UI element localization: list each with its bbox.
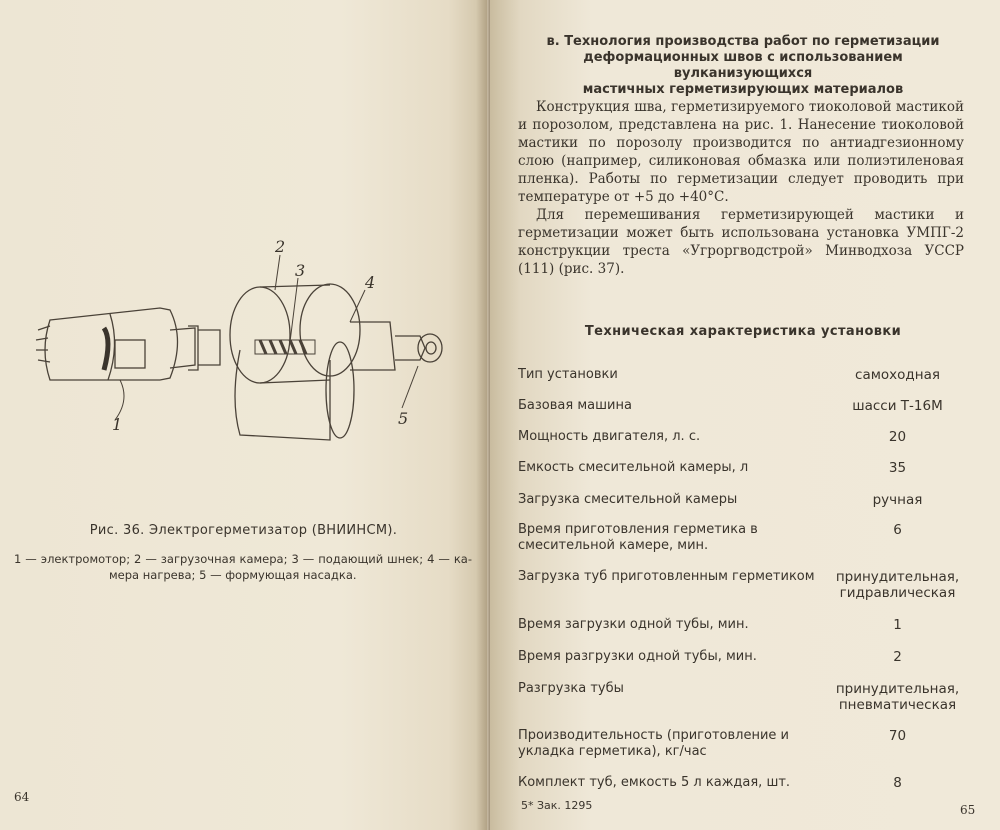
spec-value: принудительная, гидравлическая [835,569,960,601]
print-order-note: 5* Зак. 1295 [521,799,593,812]
spec-value: 8 [893,775,902,791]
spec-value: 6 [893,522,902,538]
figure-label-5: 5 [398,409,409,428]
spec-label: Тип установки [518,367,618,382]
spec-label: Комплект туб, емкость 5 л каждая, шт. [518,775,791,790]
spec-label: Время разгрузки одной тубы, мин. [518,649,757,664]
figure-label-1: 1 [112,415,123,434]
section-heading [518,34,968,98]
paragraph-1: Конструкция шва, герметизируемого тиоколовой мастикой и порозолом, представлена на рис. 1. Нанесение тиоколовой мастики по порозолу производится по антиадгезионному слою (например, силиконовая обмазка или полиэтиленовая пленка). Работы по герметизации следует проводить при температуре от +5 до +40°С. [518,99,964,205]
spec-label: Разгрузка тубы [518,681,624,696]
spec-label: Загрузка туб приготовленным герметиком [518,569,815,584]
figure-legend [14,551,472,583]
figure-label-4: 4 [365,273,376,292]
spec-value: шасси Т-16М [852,398,943,414]
spec-value: ручная [872,492,923,508]
spec-label: Время приготовления герметика в смесительной камере, мин. [518,522,758,553]
left-page [0,0,487,830]
spec-value: 35 [888,460,907,476]
spec-label: Производительность (приготовление и укладка герметика), кг/час [518,728,789,759]
section-heading-line-1: в. Технология производства работ по герметизации [546,34,940,49]
section-heading-line-2: деформационных швов с использованием вулканизующихся [583,50,903,81]
paragraph-2: Для перемешивания герметизирующей мастики и герметизации может быть использована установка УМПГ-2 конструкции треста «Угроргводстрой» Минводхоза УССР (111) (рис. 37). [518,207,964,277]
figure-label-2: 2 [275,237,286,256]
spec-label: Время загрузки одной тубы, мин. [518,617,749,632]
spec-value: самоходная [855,367,940,383]
spec-label: Базовая машина [518,398,632,413]
spec-value: 1 [893,617,902,633]
spec-value: принудительная, пневматическая [835,681,960,713]
body-text [518,98,964,278]
spec-label: Загрузка смесительной камеры [518,492,738,507]
figure-legend-line-1: 1 — электромотор; 2 — загрузочная камера; 3 — подающий шнек; 4 — ка- [14,552,472,566]
spec-title: Техническая характеристика установки [584,324,902,339]
figure-label-3: 3 [295,261,306,280]
section-heading-line-3: мастичных герметизирующих материалов [582,82,904,97]
figure-labels [112,237,408,434]
spec-value: 20 [888,429,907,445]
spec-value: 70 [888,728,907,744]
figure-caption: Рис. 36. Электрогерметизатор (ВНИИНСМ). [89,523,398,538]
page-number-left: 64 [14,790,30,804]
figure-legend-line-2: мера нагрева; 5 — формующая насадка. [109,568,357,582]
page-number-right: 65 [960,803,976,817]
electro-sealer-drawing [36,255,442,440]
spec-label: Мощность двигателя, л. с. [518,429,701,444]
spec-label: Емкость смесительной камеры, л [518,460,749,475]
electro-sealer-figure [20,230,460,460]
spec-value: 2 [893,649,902,665]
